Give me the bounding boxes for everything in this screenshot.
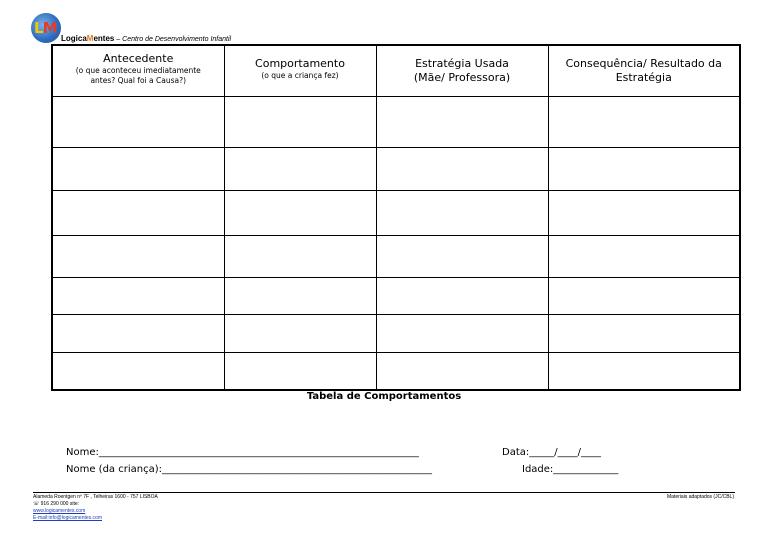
table-caption: Tabela de Comportamentos bbox=[306, 391, 462, 402]
table-cell[interactable] bbox=[52, 190, 224, 235]
table-row bbox=[52, 235, 740, 277]
table-cell[interactable] bbox=[548, 277, 740, 314]
column-subtitle: (o que aconteceu imediatamente antes? Qual foi a Causa?) bbox=[75, 66, 201, 85]
table-cell[interactable] bbox=[52, 314, 224, 352]
column-subtitle: (Mãe/ Professora) bbox=[413, 71, 511, 84]
table-header-row bbox=[52, 45, 740, 96]
table-cell[interactable] bbox=[548, 352, 740, 390]
table-cell[interactable] bbox=[548, 147, 740, 190]
behavior-table bbox=[51, 44, 741, 391]
table-cell[interactable] bbox=[52, 96, 224, 147]
table-cell[interactable] bbox=[224, 190, 376, 235]
column-header-estrategia bbox=[376, 45, 548, 96]
table-cell[interactable] bbox=[52, 147, 224, 190]
brand-name bbox=[61, 34, 231, 43]
table-cell[interactable] bbox=[548, 314, 740, 352]
data-field[interactable]: Data:_____/____/____ bbox=[502, 447, 601, 458]
logo bbox=[31, 13, 61, 43]
logo-letter-m: M bbox=[42, 19, 57, 37]
table-row bbox=[52, 277, 740, 314]
footer-divider bbox=[33, 492, 735, 493]
table-cell[interactable] bbox=[376, 314, 548, 352]
footer-phone-line bbox=[33, 501, 79, 507]
table-cell[interactable] bbox=[376, 352, 548, 390]
phone-icon: ☏ bbox=[33, 501, 40, 507]
column-header-consequencia bbox=[548, 45, 740, 96]
table-cell[interactable] bbox=[224, 352, 376, 390]
brand-logica: Logica bbox=[61, 34, 87, 43]
table-cell[interactable] bbox=[548, 190, 740, 235]
column-title: Consequência/ Resultado da Estratégia bbox=[565, 57, 722, 84]
table-cell[interactable] bbox=[224, 147, 376, 190]
column-header-comportamento bbox=[224, 45, 376, 96]
table-row bbox=[52, 352, 740, 390]
table-row bbox=[52, 314, 740, 352]
table-cell[interactable] bbox=[376, 147, 548, 190]
footer-phone: 916 290 000 site: bbox=[40, 501, 80, 507]
logo-letter-l: L bbox=[34, 19, 43, 37]
brand-tagline: – Centro de Desenvolvimento Infantil bbox=[114, 36, 232, 43]
table-cell[interactable] bbox=[376, 96, 548, 147]
brand-m: M bbox=[86, 34, 94, 43]
table-cell[interactable] bbox=[224, 277, 376, 314]
logo-monogram bbox=[34, 19, 57, 37]
footer-email-link[interactable]: E-mail:info@logicamentes.com bbox=[33, 515, 102, 521]
table-cell[interactable] bbox=[224, 96, 376, 147]
brand-entes: entes bbox=[93, 34, 115, 43]
column-subtitle: (o que a criança fez) bbox=[261, 71, 339, 80]
nome-crianca-field[interactable]: Nome (da criança):______________________________________________________ bbox=[66, 464, 432, 475]
table-row bbox=[52, 147, 740, 190]
table-cell[interactable] bbox=[548, 235, 740, 277]
column-title: Antecedente bbox=[103, 52, 174, 65]
idade-field[interactable]: Idade:_____________ bbox=[522, 464, 619, 475]
table-cell[interactable] bbox=[376, 190, 548, 235]
table-row bbox=[52, 190, 740, 235]
table-cell[interactable] bbox=[52, 235, 224, 277]
column-title: Comportamento bbox=[255, 57, 345, 70]
table-cell[interactable] bbox=[52, 277, 224, 314]
table-cell[interactable] bbox=[548, 96, 740, 147]
table-row bbox=[52, 96, 740, 147]
footer-address: Alameda Roentgen nº 7F , Telheiras 1600 - 757 LISBOA bbox=[33, 494, 158, 500]
table-cell[interactable] bbox=[376, 277, 548, 314]
nome-field[interactable]: Nome:________________________________________________________________ bbox=[66, 447, 419, 458]
column-header-antecedente bbox=[52, 45, 224, 96]
table-cell[interactable] bbox=[52, 352, 224, 390]
footer-website-link[interactable]: www.logicamentes.com bbox=[33, 508, 86, 514]
column-title: Estratégia Usada bbox=[415, 57, 509, 70]
table-cell[interactable] bbox=[376, 235, 548, 277]
footer-credit: Materiais adaptados (JC/CBL) bbox=[667, 494, 734, 500]
table-cell[interactable] bbox=[224, 235, 376, 277]
table-cell[interactable] bbox=[224, 314, 376, 352]
